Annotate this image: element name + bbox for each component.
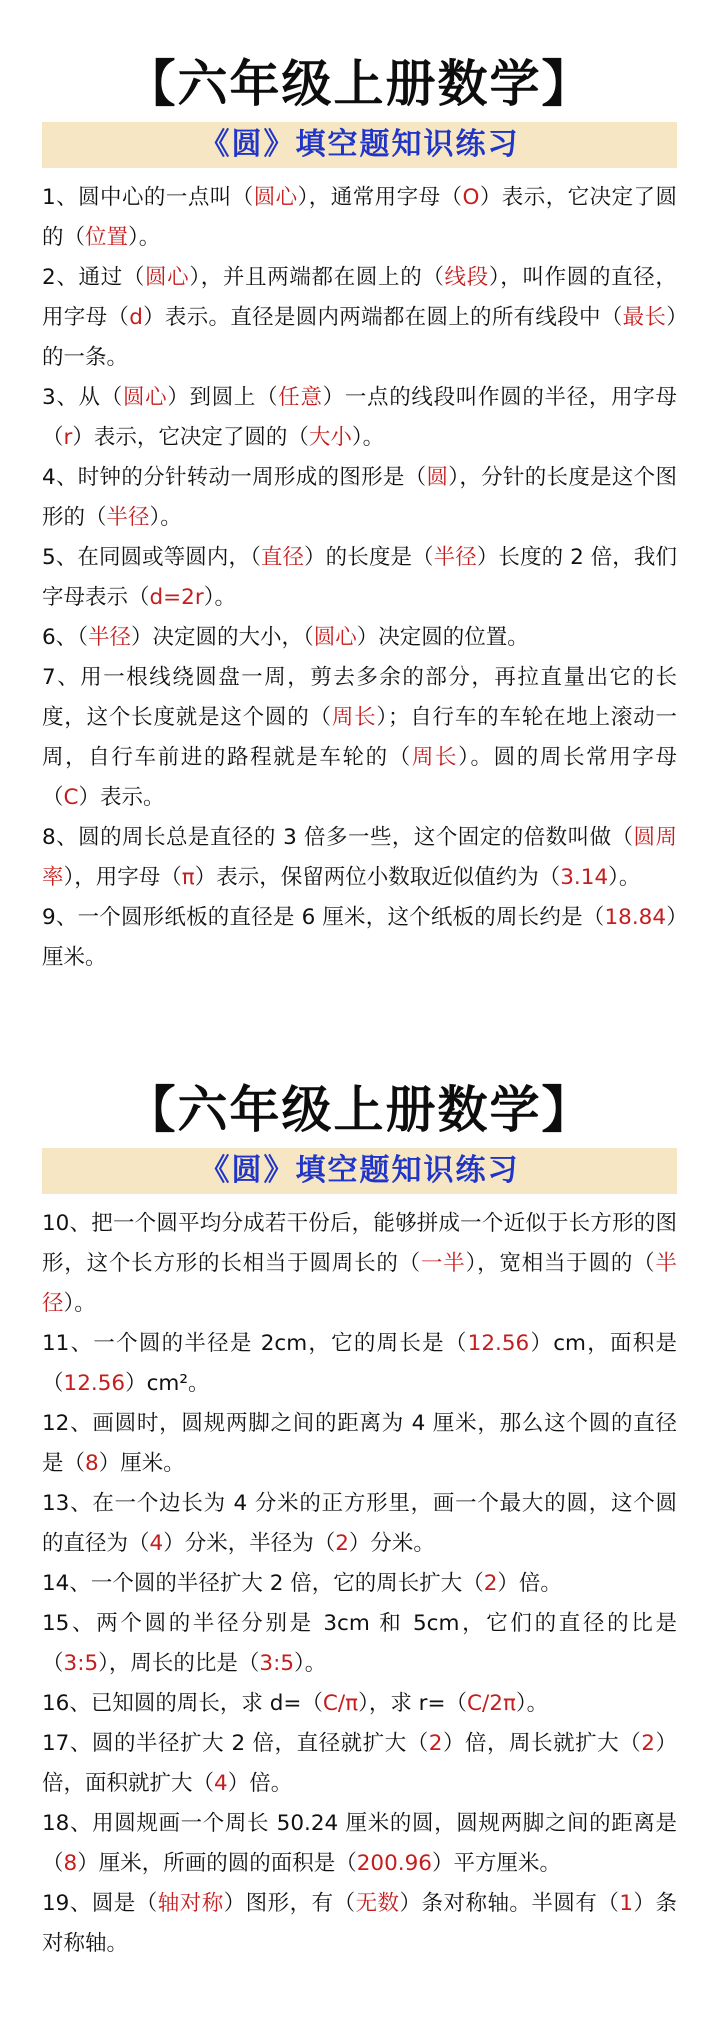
answer-text: 200.96 [356,1851,432,1876]
question-text: ）倍，周长就扩大（ [442,1731,642,1756]
answer-text: d=2r [149,585,204,610]
answer-text: 圆心 [313,625,357,650]
answer-text: 8 [63,1851,78,1876]
question-text: ）一点的线段叫作圆的半径，用字母（ [42,385,677,450]
answer-text: 无数 [355,1891,400,1916]
answer-text: 周长 [331,705,377,730]
answer-text: 半径 [106,505,150,530]
answer-text: C/2π [467,1691,516,1716]
answer-text: 圆心 [145,265,190,290]
answer-text: 最长 [622,305,667,330]
question-text: 15、两个圆的半径分别是 3cm 和 5cm，它们的直径的比是（ [42,1611,677,1676]
question-item [42,458,677,538]
answer-text: π [181,865,195,890]
answer-text: r [63,425,73,450]
question-item [42,178,677,258]
answer-text: O [462,185,480,210]
answer-text: 一半 [420,1251,466,1276]
question-list [42,178,677,978]
question-item [42,658,677,818]
question-item [42,1324,677,1404]
question-text: 19、圆是（ [42,1891,158,1916]
question-item [42,1684,677,1724]
question-item [42,818,677,898]
question-text: ），分针的长度是这个图形的（ [42,465,677,530]
question-text: 17、圆的半径扩大 2 倍，直径就扩大（ [42,1731,429,1756]
answer-text: 4 [214,1771,228,1796]
question-item [42,1804,677,1884]
question-text: ）倍，面积就扩大（ [42,1731,677,1796]
answer-text: 1 [619,1891,633,1916]
answer-text: 线段 [444,265,489,290]
question-list [42,1204,677,1964]
question-item [42,378,677,458]
answer-text: 大小 [308,425,352,450]
question-text: ）。圆的周长常用字母（ [42,745,677,810]
answer-text: 2 [428,1731,443,1756]
question-text: ）条对称轴。半圆有（ [399,1891,620,1916]
question-text: ），通常用字母（ [297,185,463,210]
answer-text: 3:5 [63,1651,99,1676]
question-text: ）cm²。 [125,1371,210,1396]
question-text: 2、通过（ [42,265,145,290]
answer-text: 圆心 [122,385,168,410]
question-text: 12、画圆时，圆规两脚之间的距离为 4 厘米，那么这个圆的直径是（ [42,1411,677,1476]
question-text: ），并且两端都在圆上的（ [189,265,445,290]
answer-text: C/π [322,1691,359,1716]
question-text: ）。 [515,1691,549,1716]
subtitle-banner: 《圆》填空题知识练习 [42,1148,677,1194]
answer-text: 圆心 [253,185,298,210]
question-text: 1、圆中心的一点叫（ [42,185,254,210]
question-item [42,898,677,978]
question-text: ）表示。 [78,785,165,810]
answer-text: 2 [335,1531,349,1556]
question-item [42,1404,677,1484]
question-item [42,1564,677,1604]
answer-text: 12.56 [63,1371,126,1396]
question-text: ）到圆上（ [167,385,279,410]
question-text: ）。 [149,505,182,530]
question-text: 11、一个圆的半径是 2cm，它的周长是（ [42,1331,468,1356]
answer-text: 周长 [411,745,459,770]
question-text: ），用字母（ [63,865,182,890]
question-item [42,1204,677,1324]
question-text: 18、用圆规画一个周长 50.24 厘米的圆，圆规两脚之间的距离是（ [42,1811,677,1876]
question-item [42,1484,677,1564]
question-text: ）分米。 [348,1531,435,1556]
question-text: ）。 [294,1651,327,1676]
answer-text: 18.84 [604,905,667,930]
question-text: ）。 [63,1291,96,1316]
question-text: ）的长度是（ [304,545,434,570]
worksheet-section-1 [0,50,719,978]
question-text: ），周长的比是（ [98,1651,260,1676]
answer-text: C [63,785,79,810]
question-text: 3、从（ [42,385,123,410]
answer-text: 圆 [426,465,449,490]
answer-text: 半径 [87,625,131,650]
question-text: ），求 r=（ [358,1691,468,1716]
answer-text: 位置 [85,225,129,250]
answer-text: 半径 [433,545,477,570]
question-text: ）倍。 [497,1571,562,1596]
question-text: 5、在同圆或等圆内，（ [42,545,261,570]
question-item [42,538,677,618]
question-text: ）。 [203,585,236,610]
answer-text: 直径 [260,545,305,570]
question-text: 4、时钟的分针转动一周形成的图形是（ [42,465,427,490]
answer-text: 半径 [42,1251,677,1316]
question-text: ）cm，面积是（ [42,1331,678,1396]
answer-text: 2 [483,1571,498,1596]
answer-text: 轴对称 [157,1891,224,1916]
answer-text: d [129,305,143,330]
question-text: ）。 [128,225,161,250]
question-item [42,1724,677,1804]
question-text: ）长度的 2 倍，我们字母表示（ [42,545,677,610]
question-text: 8、圆的周长总是直径的 3 倍多一些，这个固定的倍数叫做（ [42,825,634,850]
question-text: 10、把一个圆平均分成若干份后，能够拼成一个近似于长方形的图形，这个长方形的长相当于圆周长的（ [42,1211,677,1276]
question-text: ）。 [608,865,641,890]
worksheet-section-2 [0,1076,719,1964]
answer-text: 圆周率 [42,825,677,890]
answer-text: 2 [641,1731,655,1756]
question-text: ）图形，有（ [223,1891,356,1916]
question-text: ）表示，它决定了圆的（ [42,185,677,250]
answer-text: 8 [85,1451,99,1476]
main-title: 【六年级上册数学】 [125,54,594,113]
question-text: ）厘米，所画的圆的面积是（ [77,1851,357,1876]
subtitle-banner: 《圆》填空题知识练习 [42,122,677,168]
question-text: ）决定圆的大小，（ [130,625,314,650]
question-text: ）平方厘米。 [431,1851,561,1876]
question-text: 6、（ [42,625,88,650]
question-text: ），叫作圆的直径，用字母（ [42,265,677,330]
question-text: ）；自行车的车轮在地上滚动一周，自行车前进的路程就是车轮的（ [42,705,677,770]
question-text: 7、用一根线绕圆盘一周，剪去多余的部分，再拉直量出它的长度，这个长度就是这个圆的（ [42,665,677,730]
answer-text: 3:5 [259,1651,294,1676]
main-title: 【六年级上册数学】 [125,1080,594,1139]
answer-text: 任意 [278,385,323,410]
answer-text: 12.56 [467,1331,530,1356]
question-text: 14、一个圆的半径扩大 2 倍，它的周长扩大（ [42,1571,484,1596]
question-text: ）的一条。 [42,305,677,370]
question-text: ）厘米。 [98,1451,185,1476]
question-item [42,618,677,658]
question-item [42,258,677,378]
question-text: ）表示，保留两位小数取近似值约为（ [194,865,561,890]
question-text: ）表示，它决定了圆的（ [72,425,309,450]
question-text: ）表示。直径是圆内两端都在圆上的所有线段中（ [142,305,623,330]
question-text: ）条对称轴。 [42,1891,677,1956]
question-text: ）分米，半径为（ [163,1531,336,1556]
question-item [42,1604,677,1684]
answer-text: 4 [149,1531,164,1556]
question-text: ），宽相当于圆的（ [465,1251,656,1276]
question-text: ）倍。 [227,1771,293,1796]
question-item [42,1884,677,1964]
answer-text: 3.14 [560,865,609,890]
question-text: 9、一个圆形纸板的直径是 6 厘米，这个纸板的周长约是（ [42,905,605,930]
question-text: ）厘米。 [42,905,677,970]
question-text: ）。 [351,425,385,450]
question-text: 13、在一个边长为 4 分米的正方形里，画一个最大的圆，这个圆的直径为（ [42,1491,677,1556]
question-text: ）决定圆的位置。 [356,625,529,650]
question-text: 16、已知圆的周长，求 d=（ [42,1691,323,1716]
